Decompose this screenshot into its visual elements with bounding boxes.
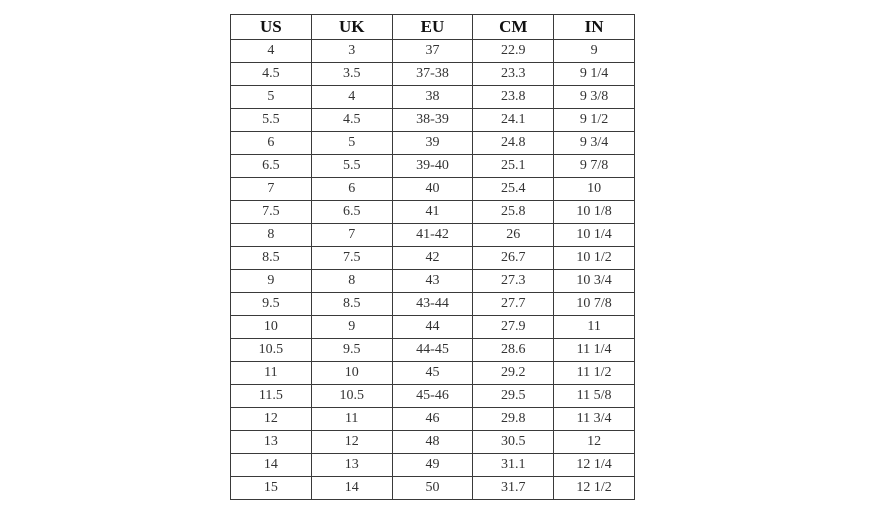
table-row bbox=[231, 63, 635, 86]
cell-uk: 10.5 bbox=[311, 385, 392, 408]
cell-in: 12 bbox=[554, 431, 635, 454]
cell-us: 9 bbox=[231, 270, 312, 293]
cell-uk: 6 bbox=[311, 178, 392, 201]
table-row bbox=[231, 454, 635, 477]
cell-eu: 40 bbox=[392, 178, 473, 201]
header-in: IN bbox=[554, 15, 635, 40]
table-row bbox=[231, 316, 635, 339]
table-row bbox=[231, 339, 635, 362]
cell-in: 12 1/4 bbox=[554, 454, 635, 477]
cell-in: 11 bbox=[554, 316, 635, 339]
cell-uk: 3.5 bbox=[311, 63, 392, 86]
cell-us: 5.5 bbox=[231, 109, 312, 132]
cell-eu: 43 bbox=[392, 270, 473, 293]
cell-us: 7 bbox=[231, 178, 312, 201]
cell-us: 4.5 bbox=[231, 63, 312, 86]
cell-in: 11 5/8 bbox=[554, 385, 635, 408]
cell-cm: 25.8 bbox=[473, 201, 554, 224]
table-row bbox=[231, 40, 635, 63]
table-row bbox=[231, 224, 635, 247]
cell-us: 6 bbox=[231, 132, 312, 155]
cell-uk: 8.5 bbox=[311, 293, 392, 316]
cell-in: 10 1/2 bbox=[554, 247, 635, 270]
cell-uk: 10 bbox=[311, 362, 392, 385]
table-row bbox=[231, 362, 635, 385]
cell-in: 9 1/2 bbox=[554, 109, 635, 132]
cell-cm: 26.7 bbox=[473, 247, 554, 270]
cell-eu: 45 bbox=[392, 362, 473, 385]
cell-uk: 14 bbox=[311, 477, 392, 500]
cell-cm: 26 bbox=[473, 224, 554, 247]
cell-in: 9 3/4 bbox=[554, 132, 635, 155]
cell-eu: 50 bbox=[392, 477, 473, 500]
table-row bbox=[231, 477, 635, 500]
cell-in: 10 1/8 bbox=[554, 201, 635, 224]
cell-cm: 31.1 bbox=[473, 454, 554, 477]
cell-us: 15 bbox=[231, 477, 312, 500]
cell-uk: 4 bbox=[311, 86, 392, 109]
cell-us: 13 bbox=[231, 431, 312, 454]
cell-uk: 9.5 bbox=[311, 339, 392, 362]
cell-us: 10.5 bbox=[231, 339, 312, 362]
cell-in: 9 7/8 bbox=[554, 155, 635, 178]
cell-cm: 24.1 bbox=[473, 109, 554, 132]
cell-uk: 7 bbox=[311, 224, 392, 247]
size-conversion-table bbox=[230, 14, 635, 500]
cell-eu: 46 bbox=[392, 408, 473, 431]
cell-us: 9.5 bbox=[231, 293, 312, 316]
cell-eu: 43-44 bbox=[392, 293, 473, 316]
cell-uk: 9 bbox=[311, 316, 392, 339]
cell-us: 10 bbox=[231, 316, 312, 339]
cell-uk: 11 bbox=[311, 408, 392, 431]
cell-us: 6.5 bbox=[231, 155, 312, 178]
cell-cm: 23.8 bbox=[473, 86, 554, 109]
size-chart bbox=[230, 14, 634, 500]
cell-in: 10 3/4 bbox=[554, 270, 635, 293]
cell-us: 12 bbox=[231, 408, 312, 431]
cell-uk: 7.5 bbox=[311, 247, 392, 270]
cell-cm: 28.6 bbox=[473, 339, 554, 362]
table-row bbox=[231, 201, 635, 224]
cell-in: 11 1/4 bbox=[554, 339, 635, 362]
table-row bbox=[231, 408, 635, 431]
header-eu: EU bbox=[392, 15, 473, 40]
cell-eu: 49 bbox=[392, 454, 473, 477]
table-row bbox=[231, 293, 635, 316]
table-row bbox=[231, 385, 635, 408]
cell-cm: 27.9 bbox=[473, 316, 554, 339]
cell-eu: 38-39 bbox=[392, 109, 473, 132]
table-row bbox=[231, 270, 635, 293]
cell-eu: 39-40 bbox=[392, 155, 473, 178]
cell-in: 11 1/2 bbox=[554, 362, 635, 385]
cell-uk: 6.5 bbox=[311, 201, 392, 224]
table-row bbox=[231, 86, 635, 109]
cell-eu: 41-42 bbox=[392, 224, 473, 247]
cell-cm: 22.9 bbox=[473, 40, 554, 63]
cell-eu: 48 bbox=[392, 431, 473, 454]
cell-cm: 24.8 bbox=[473, 132, 554, 155]
cell-eu: 44-45 bbox=[392, 339, 473, 362]
header-uk: UK bbox=[311, 15, 392, 40]
cell-uk: 13 bbox=[311, 454, 392, 477]
header-us: US bbox=[231, 15, 312, 40]
cell-us: 14 bbox=[231, 454, 312, 477]
cell-us: 11.5 bbox=[231, 385, 312, 408]
cell-cm: 23.3 bbox=[473, 63, 554, 86]
cell-us: 8.5 bbox=[231, 247, 312, 270]
cell-uk: 12 bbox=[311, 431, 392, 454]
cell-eu: 37 bbox=[392, 40, 473, 63]
cell-cm: 29.2 bbox=[473, 362, 554, 385]
cell-eu: 44 bbox=[392, 316, 473, 339]
cell-cm: 29.8 bbox=[473, 408, 554, 431]
cell-cm: 27.7 bbox=[473, 293, 554, 316]
cell-eu: 45-46 bbox=[392, 385, 473, 408]
cell-cm: 25.4 bbox=[473, 178, 554, 201]
cell-eu: 41 bbox=[392, 201, 473, 224]
table-row bbox=[231, 155, 635, 178]
cell-in: 11 3/4 bbox=[554, 408, 635, 431]
cell-cm: 25.1 bbox=[473, 155, 554, 178]
cell-uk: 4.5 bbox=[311, 109, 392, 132]
cell-in: 10 bbox=[554, 178, 635, 201]
table-row bbox=[231, 178, 635, 201]
header-cm: CM bbox=[473, 15, 554, 40]
cell-us: 7.5 bbox=[231, 201, 312, 224]
cell-in: 10 7/8 bbox=[554, 293, 635, 316]
cell-uk: 5 bbox=[311, 132, 392, 155]
table-row bbox=[231, 247, 635, 270]
cell-cm: 30.5 bbox=[473, 431, 554, 454]
table-row bbox=[231, 431, 635, 454]
cell-uk: 8 bbox=[311, 270, 392, 293]
table-row bbox=[231, 132, 635, 155]
cell-cm: 27.3 bbox=[473, 270, 554, 293]
cell-uk: 5.5 bbox=[311, 155, 392, 178]
cell-in: 9 bbox=[554, 40, 635, 63]
cell-cm: 31.7 bbox=[473, 477, 554, 500]
cell-in: 9 3/8 bbox=[554, 86, 635, 109]
cell-eu: 42 bbox=[392, 247, 473, 270]
cell-cm: 29.5 bbox=[473, 385, 554, 408]
table-body bbox=[231, 40, 635, 500]
cell-us: 11 bbox=[231, 362, 312, 385]
cell-us: 4 bbox=[231, 40, 312, 63]
cell-eu: 39 bbox=[392, 132, 473, 155]
cell-uk: 3 bbox=[311, 40, 392, 63]
cell-in: 10 1/4 bbox=[554, 224, 635, 247]
cell-us: 8 bbox=[231, 224, 312, 247]
header-row bbox=[231, 15, 635, 40]
cell-us: 5 bbox=[231, 86, 312, 109]
cell-eu: 38 bbox=[392, 86, 473, 109]
table-row bbox=[231, 109, 635, 132]
cell-in: 9 1/4 bbox=[554, 63, 635, 86]
cell-in: 12 1/2 bbox=[554, 477, 635, 500]
cell-eu: 37-38 bbox=[392, 63, 473, 86]
